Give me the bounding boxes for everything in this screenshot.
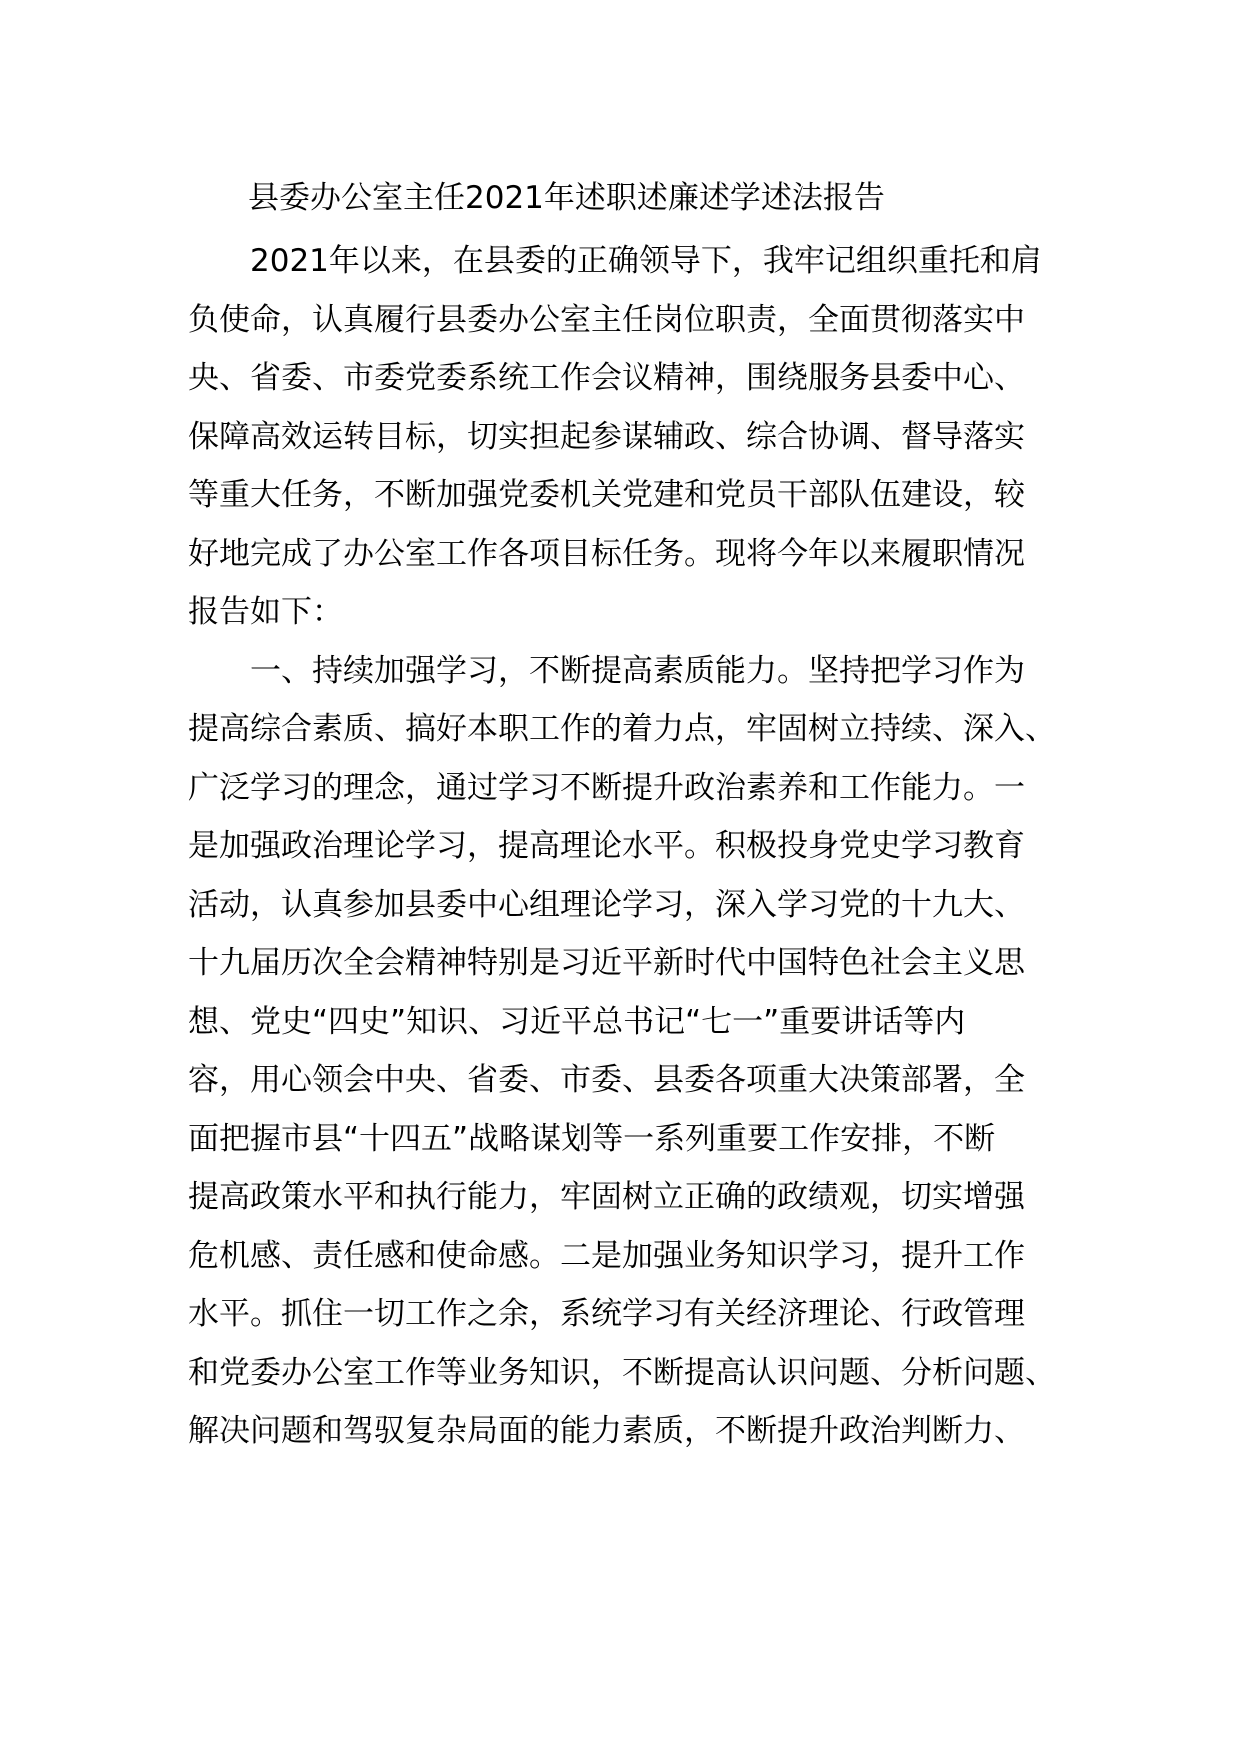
document-title: 县委办公室主任2021年述职述廉述学述法报告	[248, 180, 885, 216]
paragraph-2-line-14: 解决问题和驾驭复杂局面的能力素质，不断提升政治判断力、	[188, 1413, 1025, 1449]
paragraph-2-line-13: 和党委办公室工作等业务知识，不断提高认识问题、分析问题、	[188, 1355, 1056, 1391]
paragraph-2-line-3: 广泛学习的理念，通过学习不断提升政治素养和工作能力。一	[188, 770, 1025, 806]
paragraph-2-line-1: 一、持续加强学习，不断提高素质能力。坚持把学习作为	[250, 653, 1025, 689]
paragraph-2-line-2: 提高综合素质、搞好本职工作的着力点，牢固树立持续、深入、	[188, 711, 1056, 747]
paragraph-1-line-6: 好地完成了办公室工作各项目标任务。现将今年以来履职情况	[188, 536, 1025, 572]
paragraph-1-line-2: 负使命，认真履行县委办公室主任岗位职责，全面贯彻落实中	[188, 302, 1025, 338]
paragraph-2-line-5: 活动，认真参加县委中心组理论学习，深入学习党的十九大、	[188, 887, 1025, 923]
paragraph-1-line-3: 央、省委、市委党委系统工作会议精神，围绕服务县委中心、	[188, 360, 1025, 396]
paragraph-1-line-7: 报告如下：	[188, 594, 343, 630]
paragraph-2-line-9: 面把握市县“十四五”战略谋划等一系列重要工作安排，不断	[188, 1121, 996, 1157]
paragraph-1-line-1: 2021年以来，在县委的正确领导下，我牢记组织重托和肩	[250, 243, 1042, 279]
paragraph-2-line-6: 十九届历次全会精神特别是习近平新时代中国特色社会主义思	[188, 945, 1025, 981]
paragraph-1-line-4: 保障高效运转目标，切实担起参谋辅政、综合协调、督导落实	[188, 419, 1025, 455]
paragraph-2-line-8: 容，用心领会中央、省委、市委、县委各项重大决策部署，全	[188, 1062, 1025, 1098]
paragraph-2-line-10: 提高政策水平和执行能力，牢固树立正确的政绩观，切实增强	[188, 1179, 1025, 1215]
paragraph-2-line-12: 水平。抓住一切工作之余，系统学习有关经济理论、行政管理	[188, 1296, 1025, 1332]
paragraph-2-line-4: 是加强政治理论学习，提高理论水平。积极投身党史学习教育	[188, 828, 1025, 864]
paragraph-1-line-5: 等重大任务，不断加强党委机关党建和党员干部队伍建设，较	[188, 477, 1025, 513]
paragraph-2-line-7: 想、党史“四史”知识、习近平总书记“七一”重要讲话等内	[188, 1004, 966, 1040]
paragraph-2-line-11: 危机感、责任感和使命感。二是加强业务知识学习，提升工作	[188, 1238, 1025, 1274]
